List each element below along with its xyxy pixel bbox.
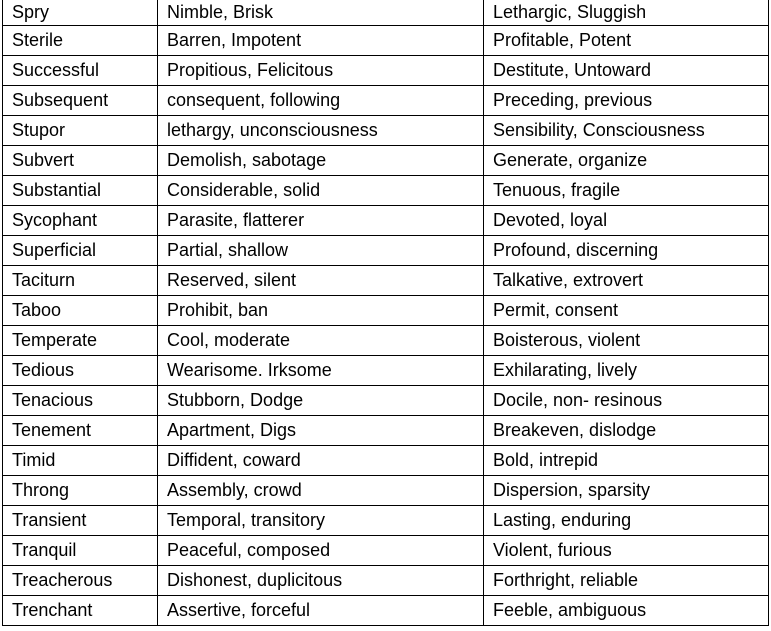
- word-cell: Trenchant: [3, 596, 158, 626]
- antonyms-cell: Bold, intrepid: [484, 446, 769, 476]
- word-cell: Substantial: [3, 176, 158, 206]
- antonyms-cell: Talkative, extrovert: [484, 266, 769, 296]
- synonyms-cell: Apartment, Digs: [158, 416, 484, 446]
- synonyms-cell: Temporal, transitory: [158, 506, 484, 536]
- table-row: [3, 86, 769, 116]
- synonyms-cell: Assertive, forceful: [158, 596, 484, 626]
- synonyms-cell: Nimble, Brisk: [158, 0, 484, 26]
- table-row: [3, 146, 769, 176]
- word-cell: Subvert: [3, 146, 158, 176]
- synonyms-cell: Parasite, flatterer: [158, 206, 484, 236]
- antonyms-cell: Violent, furious: [484, 536, 769, 566]
- table-row: [3, 566, 769, 596]
- table-row: [3, 206, 769, 236]
- synonyms-cell: Diffident, coward: [158, 446, 484, 476]
- word-cell: Treacherous: [3, 566, 158, 596]
- word-cell: Successful: [3, 56, 158, 86]
- table-row: [3, 116, 769, 146]
- word-cell: Temperate: [3, 326, 158, 356]
- synonyms-cell: Dishonest, duplicitous: [158, 566, 484, 596]
- antonyms-cell: Tenuous, fragile: [484, 176, 769, 206]
- word-cell: Tranquil: [3, 536, 158, 566]
- antonyms-cell: Devoted, loyal: [484, 206, 769, 236]
- antonyms-cell: Exhilarating, lively: [484, 356, 769, 386]
- synonyms-cell: Propitious, Felicitous: [158, 56, 484, 86]
- antonyms-cell: Breakeven, dislodge: [484, 416, 769, 446]
- synonyms-cell: Considerable, solid: [158, 176, 484, 206]
- table-row: [3, 446, 769, 476]
- table-row: [3, 26, 769, 56]
- table-row: [3, 596, 769, 626]
- word-cell: Tenement: [3, 416, 158, 446]
- antonyms-cell: Generate, organize: [484, 146, 769, 176]
- word-cell: Spry: [3, 0, 158, 26]
- antonyms-cell: Feeble, ambiguous: [484, 596, 769, 626]
- synonyms-cell: lethargy, unconsciousness: [158, 116, 484, 146]
- table-row: [3, 386, 769, 416]
- antonyms-cell: Dispersion, sparsity: [484, 476, 769, 506]
- table-row: [3, 296, 769, 326]
- table-row: [3, 416, 769, 446]
- word-cell: Transient: [3, 506, 158, 536]
- vocabulary-table-body: [3, 0, 769, 626]
- word-cell: Superficial: [3, 236, 158, 266]
- antonyms-cell: Profitable, Potent: [484, 26, 769, 56]
- vocabulary-table: [2, 0, 769, 626]
- antonyms-cell: Profound, discerning: [484, 236, 769, 266]
- table-row: [3, 0, 769, 26]
- word-cell: Sycophant: [3, 206, 158, 236]
- antonyms-cell: Lethargic, Sluggish: [484, 0, 769, 26]
- antonyms-cell: Docile, non- resinous: [484, 386, 769, 416]
- synonyms-cell: consequent, following: [158, 86, 484, 116]
- synonyms-cell: Partial, shallow: [158, 236, 484, 266]
- antonyms-cell: Lasting, enduring: [484, 506, 769, 536]
- word-cell: Taboo: [3, 296, 158, 326]
- word-cell: Stupor: [3, 116, 158, 146]
- antonyms-cell: Forthright, reliable: [484, 566, 769, 596]
- table-row: [3, 176, 769, 206]
- antonyms-cell: Sensibility, Consciousness: [484, 116, 769, 146]
- word-cell: Throng: [3, 476, 158, 506]
- table-row: [3, 536, 769, 566]
- table-row: [3, 56, 769, 86]
- synonyms-cell: Prohibit, ban: [158, 296, 484, 326]
- word-cell: Tenacious: [3, 386, 158, 416]
- synonyms-cell: Reserved, silent: [158, 266, 484, 296]
- table-row: [3, 236, 769, 266]
- synonyms-cell: Wearisome. Irksome: [158, 356, 484, 386]
- word-cell: Tedious: [3, 356, 158, 386]
- synonyms-cell: Cool, moderate: [158, 326, 484, 356]
- antonyms-cell: Preceding, previous: [484, 86, 769, 116]
- table-row: [3, 506, 769, 536]
- antonyms-cell: Boisterous, violent: [484, 326, 769, 356]
- antonyms-cell: Destitute, Untoward: [484, 56, 769, 86]
- table-row: [3, 266, 769, 296]
- table-row: [3, 326, 769, 356]
- synonyms-cell: Barren, Impotent: [158, 26, 484, 56]
- synonyms-cell: Demolish, sabotage: [158, 146, 484, 176]
- synonyms-cell: Stubborn, Dodge: [158, 386, 484, 416]
- table-row: [3, 356, 769, 386]
- word-cell: Subsequent: [3, 86, 158, 116]
- synonyms-cell: Assembly, crowd: [158, 476, 484, 506]
- word-cell: Timid: [3, 446, 158, 476]
- table-row: [3, 476, 769, 506]
- word-cell: Taciturn: [3, 266, 158, 296]
- antonyms-cell: Permit, consent: [484, 296, 769, 326]
- synonyms-cell: Peaceful, composed: [158, 536, 484, 566]
- word-cell: Sterile: [3, 26, 158, 56]
